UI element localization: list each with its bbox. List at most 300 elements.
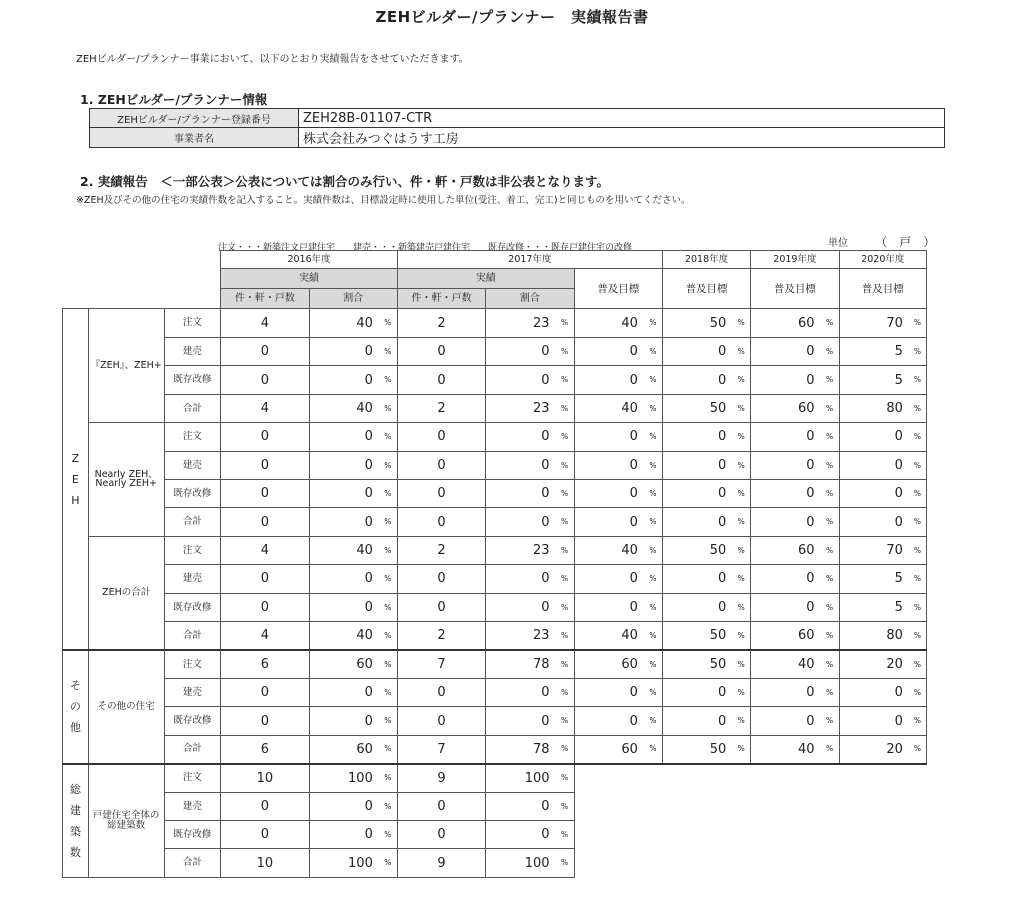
count-2016: 0: [221, 593, 309, 621]
target-2019: 0: [751, 707, 821, 735]
pct-2016: %: [379, 650, 398, 678]
info-row-registration: [90, 109, 945, 128]
count-2016: 0: [221, 508, 309, 536]
pct-target-2019: %: [821, 650, 839, 678]
type-label: 注文: [164, 764, 221, 792]
pct-target-2020: %: [909, 479, 927, 507]
pct-target-2018: %: [732, 622, 750, 650]
group-zeh_plus: 『ZEH』、ZEH+: [88, 309, 164, 423]
target-2019: 0: [751, 451, 821, 479]
pct-target-2017: %: [644, 423, 663, 451]
company-name-value: 株式会社みつぐはうす工房: [299, 128, 945, 148]
type-label: 注文: [164, 309, 221, 337]
ratio-2017: 0: [486, 565, 556, 593]
pct-target-2018: %: [732, 707, 750, 735]
header-target-2018: 普及目標: [662, 269, 750, 309]
pct-2016: %: [379, 821, 398, 849]
ratio-2017: 100: [486, 849, 556, 878]
pct-target-2020: %: [909, 423, 927, 451]
pct-target-2020: %: [909, 508, 927, 536]
ratio-2017: 0: [486, 451, 556, 479]
pct-2016: %: [379, 764, 398, 792]
pct-target-2017: %: [644, 479, 663, 507]
ratio-2016: 0: [309, 565, 379, 593]
pct-target-2019: %: [821, 394, 839, 422]
target-2017: 0: [574, 423, 644, 451]
ratio-2017: 23: [486, 536, 556, 564]
table-row: [63, 251, 927, 269]
ratio-2016: 0: [309, 479, 379, 507]
count-2016: 0: [221, 707, 309, 735]
pct-target-2020: %: [909, 622, 927, 650]
table-row: [63, 821, 927, 849]
target-2019: 0: [751, 337, 821, 365]
pct-target-2017: %: [644, 565, 663, 593]
builder-info-table: [89, 108, 945, 148]
target-2019: 0: [751, 479, 821, 507]
pct-target-2020: %: [909, 309, 927, 337]
count-2017: 0: [397, 821, 485, 849]
pct-2017: %: [556, 650, 574, 678]
table-row: [63, 849, 927, 878]
target-2018: 50: [662, 309, 732, 337]
target-2019: 60: [751, 394, 821, 422]
target-2018: 0: [662, 423, 732, 451]
table-row: [63, 337, 927, 365]
pct-target-2017: %: [644, 622, 663, 650]
pct-target-2018: %: [732, 309, 750, 337]
table-row: [63, 622, 927, 650]
pct-target-2020: %: [909, 593, 927, 621]
group-zeh_total: ZEHの合計: [88, 536, 164, 650]
header-count-2016: 件・軒・戸数: [221, 289, 309, 309]
pct-target-2020: %: [909, 707, 927, 735]
target-2019: 60: [751, 536, 821, 564]
target-2019: 0: [751, 366, 821, 394]
type-label: 既存改修: [164, 821, 221, 849]
count-2017: 0: [397, 792, 485, 820]
header-ratio-2017: 割合: [486, 289, 574, 309]
type-label: 注文: [164, 650, 221, 678]
target-2017: 40: [574, 309, 644, 337]
target-2018: 0: [662, 565, 732, 593]
category-zeh: Z E H: [63, 309, 89, 650]
ratio-2016: 40: [309, 622, 379, 650]
pct-2016: %: [379, 479, 398, 507]
target-2020: 0: [839, 451, 909, 479]
count-2017: 0: [397, 423, 485, 451]
section1-heading: 1. ZEHビルダー/プランナー情報: [80, 92, 268, 107]
target-2017: 60: [574, 735, 644, 763]
intro-text: ZEHビルダー/プランナー事業において、以下のとおり実績報告をさせていただきます。: [76, 54, 469, 65]
target-2020: 70: [839, 309, 909, 337]
ratio-2016: 0: [309, 593, 379, 621]
target-2020: 20: [839, 735, 909, 763]
count-2017: 2: [397, 394, 485, 422]
pct-target-2018: %: [732, 337, 750, 365]
pct-target-2019: %: [821, 337, 839, 365]
pct-2017: %: [556, 479, 574, 507]
pct-target-2017: %: [644, 508, 663, 536]
ratio-2017: 0: [486, 707, 556, 735]
target-2020: 20: [839, 650, 909, 678]
ratio-2017: 0: [486, 593, 556, 621]
pct-target-2017: %: [644, 366, 663, 394]
pct-target-2017: %: [644, 337, 663, 365]
count-2017: 0: [397, 678, 485, 706]
pct-2016: %: [379, 707, 398, 735]
table-row: [63, 707, 927, 735]
pct-target-2018: %: [732, 735, 750, 763]
ratio-2016: 0: [309, 707, 379, 735]
empty-area: [574, 821, 926, 849]
count-2017: 2: [397, 536, 485, 564]
count-2017: 0: [397, 707, 485, 735]
type-label: 既存改修: [164, 366, 221, 394]
ratio-2017: 23: [486, 622, 556, 650]
pct-2017: %: [556, 508, 574, 536]
pct-target-2019: %: [821, 508, 839, 536]
count-2017: 2: [397, 309, 485, 337]
ratio-2017: 23: [486, 394, 556, 422]
unit-indicator: [828, 233, 935, 250]
table-row: [63, 764, 927, 792]
count-2016: 10: [221, 849, 309, 878]
count-2016: 0: [221, 366, 309, 394]
target-2018: 0: [662, 707, 732, 735]
target-2018: 0: [662, 508, 732, 536]
info-row-company: [90, 128, 945, 148]
table-row: [63, 792, 927, 820]
pct-2016: %: [379, 337, 398, 365]
pct-2017: %: [556, 394, 574, 422]
ratio-2016: 40: [309, 536, 379, 564]
table-row: [63, 565, 927, 593]
pct-target-2017: %: [644, 394, 663, 422]
header-blank: [63, 251, 221, 309]
pct-target-2020: %: [909, 735, 927, 763]
ratio-2016: 0: [309, 821, 379, 849]
type-label: 合計: [164, 622, 221, 650]
ratio-2016: 100: [309, 849, 379, 878]
count-2017: 0: [397, 366, 485, 394]
target-2019: 0: [751, 565, 821, 593]
pct-target-2020: %: [909, 337, 927, 365]
pct-target-2018: %: [732, 650, 750, 678]
pct-target-2019: %: [821, 309, 839, 337]
target-2017: 40: [574, 536, 644, 564]
count-2017: 7: [397, 735, 485, 763]
target-2019: 0: [751, 508, 821, 536]
pct-target-2019: %: [821, 451, 839, 479]
pct-target-2019: %: [821, 366, 839, 394]
target-2018: 0: [662, 366, 732, 394]
header-actual-2016: 実績: [221, 269, 398, 289]
ratio-2016: 0: [309, 678, 379, 706]
pct-target-2019: %: [821, 593, 839, 621]
pct-2017: %: [556, 735, 574, 763]
group-other_housing: その他の住宅: [88, 650, 164, 764]
count-2017: 0: [397, 565, 485, 593]
type-legend: 注文・・・新築注文戸建住宅 建売・・・新築建売戸建住宅 既存改修・・・既存戸建住宅の改修: [218, 243, 633, 253]
target-2018: 0: [662, 479, 732, 507]
unit-label: 単位: [828, 238, 848, 249]
pct-2017: %: [556, 707, 574, 735]
header-2017: 2017年度: [397, 251, 662, 269]
pct-target-2018: %: [732, 451, 750, 479]
type-label: 合計: [164, 508, 221, 536]
pct-target-2017: %: [644, 650, 663, 678]
results-table: [62, 250, 927, 878]
table-row: [63, 309, 927, 337]
pct-2016: %: [379, 508, 398, 536]
pct-target-2019: %: [821, 735, 839, 763]
target-2017: 0: [574, 508, 644, 536]
type-label: 建売: [164, 792, 221, 820]
pct-2016: %: [379, 451, 398, 479]
count-2016: 0: [221, 479, 309, 507]
count-2016: 0: [221, 678, 309, 706]
pct-target-2020: %: [909, 678, 927, 706]
pct-2017: %: [556, 451, 574, 479]
pct-2017: %: [556, 593, 574, 621]
table-row: [63, 650, 927, 678]
pct-2016: %: [379, 792, 398, 820]
pct-2017: %: [556, 764, 574, 792]
pct-2017: %: [556, 337, 574, 365]
type-label: 既存改修: [164, 593, 221, 621]
ratio-2016: 0: [309, 451, 379, 479]
pct-2017: %: [556, 622, 574, 650]
count-2016: 0: [221, 337, 309, 365]
target-2019: 60: [751, 309, 821, 337]
pct-target-2018: %: [732, 678, 750, 706]
count-2016: 4: [221, 622, 309, 650]
type-label: 建売: [164, 337, 221, 365]
count-2016: 0: [221, 821, 309, 849]
count-2016: 0: [221, 565, 309, 593]
ratio-2016: 60: [309, 735, 379, 763]
pct-target-2018: %: [732, 508, 750, 536]
target-2020: 0: [839, 423, 909, 451]
table-row: [63, 536, 927, 564]
target-2018: 0: [662, 593, 732, 621]
category-other: そ の 他: [63, 650, 89, 764]
pct-target-2017: %: [644, 593, 663, 621]
target-2018: 0: [662, 678, 732, 706]
header-actual-2017: 実績: [397, 269, 574, 289]
target-2018: 50: [662, 622, 732, 650]
pct-target-2020: %: [909, 650, 927, 678]
target-2018: 50: [662, 650, 732, 678]
pct-2017: %: [556, 309, 574, 337]
count-2017: 0: [397, 479, 485, 507]
pct-target-2017: %: [644, 735, 663, 763]
pct-2016: %: [379, 423, 398, 451]
table-row: [63, 508, 927, 536]
pct-2016: %: [379, 565, 398, 593]
ratio-2017: 0: [486, 792, 556, 820]
table-row: [63, 735, 927, 763]
target-2017: 0: [574, 707, 644, 735]
pct-2016: %: [379, 735, 398, 763]
header-2018: 2018年度: [662, 251, 750, 269]
empty-area: [574, 792, 926, 820]
type-label: 建売: [164, 565, 221, 593]
pct-target-2019: %: [821, 565, 839, 593]
target-2019: 0: [751, 593, 821, 621]
pct-target-2019: %: [821, 622, 839, 650]
target-2020: 5: [839, 337, 909, 365]
pct-2016: %: [379, 536, 398, 564]
header-ratio-2016: 割合: [309, 289, 397, 309]
count-2016: 0: [221, 792, 309, 820]
pct-target-2018: %: [732, 366, 750, 394]
section2-note: ※ZEH及びその他の住宅の実績件数を記入すること。実績件数は、目標設定時に使用した単位(受注、着工、完工)と同じものを用いてください。: [76, 195, 691, 206]
ratio-2016: 0: [309, 366, 379, 394]
ratio-2016: 0: [309, 792, 379, 820]
table-row: [63, 678, 927, 706]
pct-target-2019: %: [821, 707, 839, 735]
pct-target-2018: %: [732, 394, 750, 422]
ratio-2016: 40: [309, 309, 379, 337]
pct-2016: %: [379, 622, 398, 650]
pct-2016: %: [379, 593, 398, 621]
header-target-2019: 普及目標: [751, 269, 839, 309]
unit-value: （ 戸 ）: [875, 235, 936, 249]
target-2018: 50: [662, 735, 732, 763]
target-2017: 0: [574, 565, 644, 593]
pct-2017: %: [556, 792, 574, 820]
target-2017: 0: [574, 678, 644, 706]
pct-target-2018: %: [732, 536, 750, 564]
count-2017: 7: [397, 650, 485, 678]
category-total: 総 建 築 数: [63, 764, 89, 878]
type-label: 既存改修: [164, 479, 221, 507]
registration-number-value: ZEH28B-01107-CTR: [299, 109, 945, 128]
type-label: 合計: [164, 849, 221, 878]
table-row: [63, 366, 927, 394]
count-2016: 6: [221, 650, 309, 678]
pct-target-2017: %: [644, 678, 663, 706]
pct-target-2018: %: [732, 565, 750, 593]
header-target-2017: 普及目標: [574, 269, 662, 309]
table-row: [63, 394, 927, 422]
ratio-2017: 0: [486, 337, 556, 365]
report-title: ZEHビルダー/プランナー 実績報告書: [375, 8, 649, 26]
count-2017: 0: [397, 337, 485, 365]
count-2016: 10: [221, 764, 309, 792]
target-2017: 0: [574, 451, 644, 479]
pct-target-2020: %: [909, 451, 927, 479]
header-count-2017: 件・軒・戸数: [397, 289, 485, 309]
target-2017: 0: [574, 366, 644, 394]
target-2017: 0: [574, 337, 644, 365]
type-label: 建売: [164, 678, 221, 706]
pct-2016: %: [379, 309, 398, 337]
pct-target-2019: %: [821, 678, 839, 706]
registration-number-label: ZEHビルダー/プランナー登録番号: [90, 109, 299, 128]
table-row: [63, 423, 927, 451]
table-row: [63, 479, 927, 507]
section2-heading: 2. 実績報告 ＜一部公表＞公表については割合のみ行い、件・軒・戸数は非公表となります。: [80, 174, 610, 189]
count-2016: 0: [221, 451, 309, 479]
target-2018: 0: [662, 451, 732, 479]
target-2020: 0: [839, 479, 909, 507]
pct-2017: %: [556, 536, 574, 564]
pct-target-2017: %: [644, 536, 663, 564]
count-2017: 0: [397, 451, 485, 479]
pct-2016: %: [379, 366, 398, 394]
ratio-2017: 0: [486, 366, 556, 394]
ratio-2017: 0: [486, 821, 556, 849]
count-2016: 4: [221, 309, 309, 337]
type-label: 注文: [164, 423, 221, 451]
pct-2017: %: [556, 565, 574, 593]
header-target-2020: 普及目標: [839, 269, 926, 309]
company-name-label: 事業者名: [90, 128, 299, 148]
group-nearly: Nearly ZEH、Nearly ZEH+: [88, 423, 164, 537]
pct-2017: %: [556, 366, 574, 394]
count-2017: 0: [397, 593, 485, 621]
pct-2016: %: [379, 678, 398, 706]
pct-target-2020: %: [909, 565, 927, 593]
pct-target-2018: %: [732, 479, 750, 507]
target-2020: 80: [839, 622, 909, 650]
pct-2017: %: [556, 678, 574, 706]
empty-area: [574, 764, 926, 792]
ratio-2017: 0: [486, 678, 556, 706]
count-2017: 0: [397, 508, 485, 536]
target-2020: 0: [839, 508, 909, 536]
target-2017: 40: [574, 394, 644, 422]
table-row: [63, 593, 927, 621]
pct-target-2017: %: [644, 707, 663, 735]
count-2016: 0: [221, 423, 309, 451]
ratio-2016: 0: [309, 337, 379, 365]
pct-2016: %: [379, 394, 398, 422]
target-2017: 60: [574, 650, 644, 678]
target-2017: 0: [574, 593, 644, 621]
target-2020: 0: [839, 678, 909, 706]
type-label: 合計: [164, 735, 221, 763]
pct-target-2019: %: [821, 536, 839, 564]
ratio-2017: 78: [486, 650, 556, 678]
header-2020: 2020年度: [839, 251, 926, 269]
count-2016: 6: [221, 735, 309, 763]
pct-target-2020: %: [909, 536, 927, 564]
group-all_detached: 戸建住宅全体の総建築数: [88, 764, 164, 878]
pct-target-2018: %: [732, 423, 750, 451]
target-2020: 80: [839, 394, 909, 422]
ratio-2017: 0: [486, 479, 556, 507]
count-2017: 9: [397, 764, 485, 792]
ratio-2016: 0: [309, 423, 379, 451]
count-2017: 2: [397, 622, 485, 650]
type-label: 注文: [164, 536, 221, 564]
pct-2016: %: [379, 849, 398, 878]
ratio-2017: 78: [486, 735, 556, 763]
ratio-2017: 0: [486, 423, 556, 451]
target-2018: 50: [662, 536, 732, 564]
pct-target-2019: %: [821, 479, 839, 507]
count-2017: 9: [397, 849, 485, 878]
target-2018: 0: [662, 337, 732, 365]
target-2020: 70: [839, 536, 909, 564]
target-2017: 40: [574, 622, 644, 650]
target-2020: 5: [839, 593, 909, 621]
count-2016: 4: [221, 394, 309, 422]
